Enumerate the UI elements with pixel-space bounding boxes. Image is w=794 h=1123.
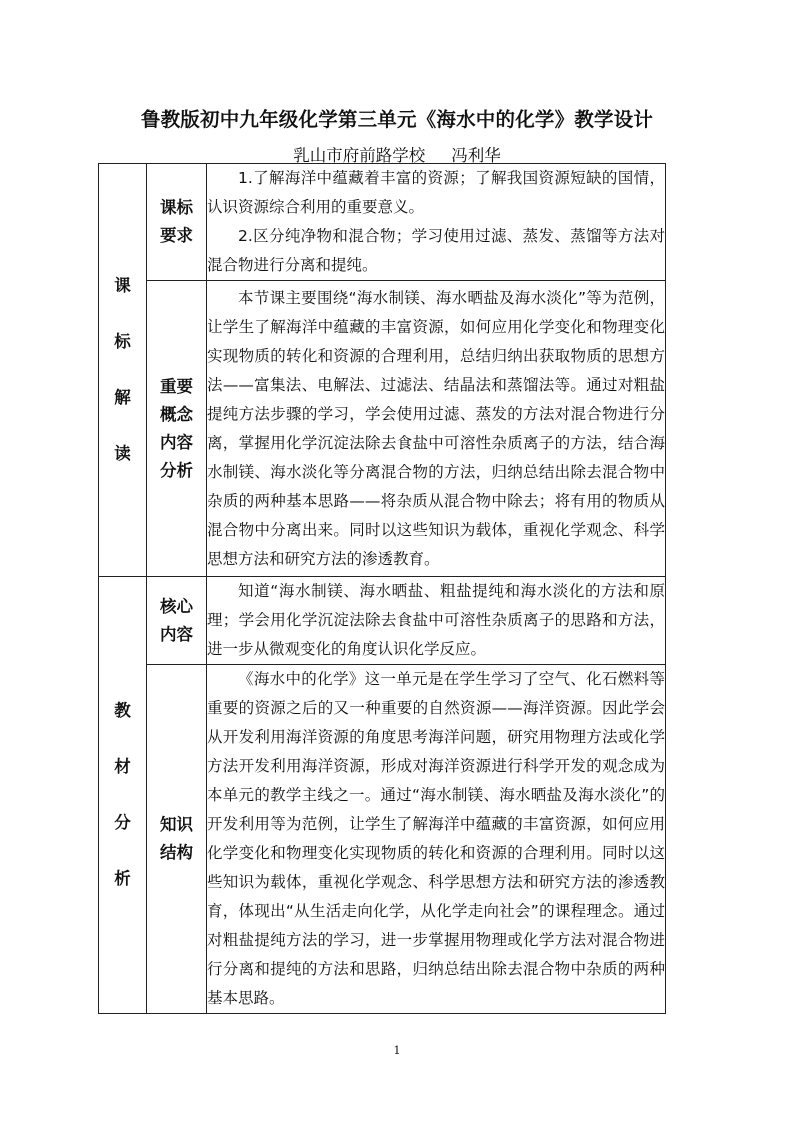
table-row — [99, 577, 666, 665]
section-kebiao-label — [99, 164, 147, 577]
author-name: 冯利华 — [451, 146, 501, 165]
section-jiaocai-label — [99, 577, 147, 1014]
section-label-char: 解 — [114, 388, 131, 407]
subsection-label-line: 内容 — [160, 432, 193, 452]
core-paragraph: 知道“海水制镁、海水晒盐、粗盐提纯和海水淡化的方法和原理；学会用化学沉淀法除去食盐中可溶性杂质离子的思路和方法，进一步从微观变化的角度认识化学反应。 — [207, 582, 665, 658]
requirements-content — [207, 164, 666, 281]
document-title: 鲁教版初中九年级化学第三单元《海水中的化学》教学设计 — [140, 108, 654, 131]
subsection-label-line: 知识 — [160, 815, 193, 834]
table-row — [99, 164, 666, 281]
table-row — [99, 281, 666, 577]
requirement-paragraph: 2.区分纯净物和混合物；学习使用过滤、蒸发、蒸馏等方法对混合物进行分离和提纯。 — [207, 227, 665, 274]
table-row — [99, 665, 666, 1014]
subsection-label-line: 分析 — [160, 460, 193, 480]
subsection-label-line: 概念 — [160, 404, 193, 424]
subsection-label-line: 要求 — [160, 226, 193, 245]
subsection-label-line: 核心 — [160, 596, 193, 616]
subsection-core-label — [147, 577, 207, 665]
requirement-paragraph: 1.了解海洋中蕴藏着丰富的资源；了解我国资源短缺的国情，认识资源综合利用的重要意义。 — [207, 169, 665, 216]
concepts-paragraph: 本节课主要围绕“海水制镁、海水晒盐及海水淡化”等为范例，让学生了解海洋中蕴藏的丰富资源，如何应用化学变化和物理变化实现物质的转化和资源的合理利用，总结归纳出获取物质的思想方法——富集法、电解法、过滤法、结晶法和蒸馏法等。通过对粗盐提纯方法步骤的学习，学会使用过滤、蒸发的方法对混合物进行分离，掌握用化学沉淀法除去食盐中可溶性杂质离子的方法，结合海水制镁、海水淡化等分离混合物的方法，归纳总结出除去混合物中杂质的两种基本思路——将杂质从混合物中除去；将有用的物质从混合物中分离出来。同时以这些知识为载体，重视化学观念、科学思想方法和研究方法的渗透教育。 — [207, 288, 665, 568]
subsection-concepts-label — [147, 281, 207, 577]
subsection-label-line: 内容 — [160, 624, 193, 644]
core-content — [207, 577, 666, 665]
section-label-char: 材 — [114, 757, 131, 776]
subsection-structure-label — [147, 665, 207, 1014]
section-label-char: 教 — [114, 701, 131, 720]
lesson-design-table — [98, 163, 666, 1014]
section-label-char: 分 — [114, 813, 131, 832]
section-label-char: 课 — [114, 276, 131, 295]
section-label-char: 析 — [114, 869, 131, 888]
concepts-content — [207, 281, 666, 577]
subsection-requirements-label — [147, 164, 207, 281]
subsection-label-line: 重要 — [160, 376, 193, 396]
structure-paragraph: 《海水中的化学》这一单元是在学生学习了空气、化石燃料等重要的资源之后的又一种重要的自然资源——海洋资源。因此学会从开发利用海洋资源的角度思考海洋问题，研究用物理方法或化学方法开发利用海洋资源，形成对海洋资源进行科学开发的观念成为本单元的教学主线之一。通过“海水制镁、海水晒盐及海水淡化”的开发利用等为范例，让学生了解海洋中蕴藏的丰富资源，如何应用化学变化和物理变化实现物质的转化和资源的合理利用。同时以这些知识为载体，重视化学观念、科学思想方法和研究方法的渗透教育，体现出“从生活走向化学，从化学走向社会”的课程理念。通过对粗盐提纯方法的学习，进一步掌握用物理或化学方法对混合物进行分离和提纯的方法和思路，归纳总结出除去混合物中杂质的两种基本思路。 — [207, 670, 665, 1007]
subsection-label-line: 结构 — [160, 843, 193, 862]
subsection-label-line: 课标 — [160, 198, 193, 217]
page-number: 1 — [393, 1044, 401, 1057]
section-label-char: 标 — [114, 332, 131, 351]
author-school: 乳山市府前路学校 — [293, 146, 426, 165]
section-label-char: 读 — [114, 444, 131, 463]
structure-content — [207, 665, 666, 1014]
